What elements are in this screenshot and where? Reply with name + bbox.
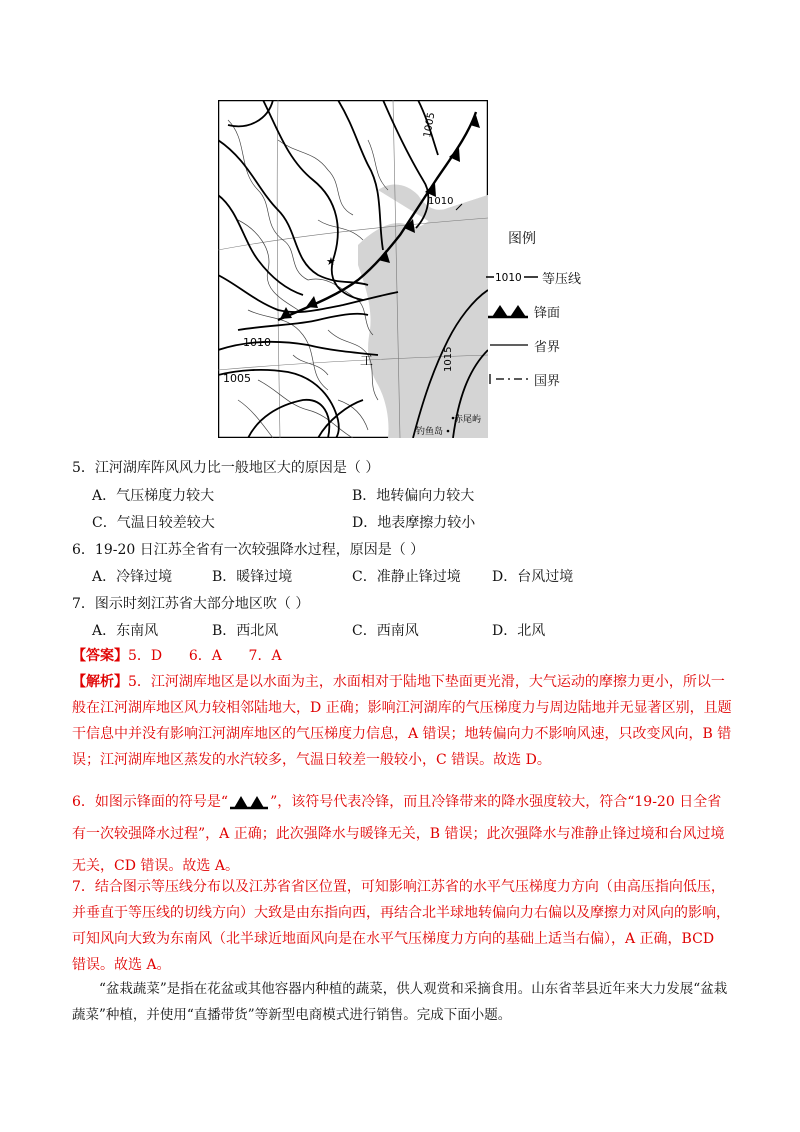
q7-option-a: A．东南风: [92, 623, 159, 639]
analysis-q5-text: 5．江河湖库地区是以水面为主，水面相对于陆地下垫面更光滑，大气运动的摩擦力更小，所以一般在江河湖库地区风力较相邻陆地大，D 正确；影响江河湖库的气压梯度力与周边陆地并无显著区别，且题干信息中并没有影响江河湖库地区的气压梯度力信息，A 错误；地转偏向力不影响风速，只改变风向，B 错误；江河湖库地区蒸发的水汽较多，气温日较差一般较小，C 错误。故选 D。: [72, 674, 732, 768]
isobar-1010-left-label: 1010: [243, 336, 271, 349]
next-section-intro: “盆栽蔬菜”是指在花盆或其他容器内种植的蔬菜，供人观赏和采摘食用。山东省莘县近年来大力发展“盆栽蔬菜”种植，并使用“直播带货”等新型电商模式进行销售。完成下面小题。: [72, 981, 728, 1023]
legend-title: 图例: [508, 231, 536, 247]
map-legend: [486, 228, 626, 398]
question-7-stem: 7．图示时刻江苏省大部分地区吹（ ）: [72, 596, 310, 612]
isobar-symbol-icon: [486, 270, 538, 284]
legend-province: [486, 336, 560, 354]
q6-option-d: D．台风过境: [492, 569, 574, 585]
weather-map-svg: [218, 100, 488, 438]
isobar-1005-left-label: 1005: [223, 372, 251, 385]
q5-option-a: A．气压梯度力较大: [92, 488, 215, 504]
q6-option-b: B．暖锋过境: [212, 569, 293, 585]
q7-option-c: C．西南风: [352, 623, 419, 639]
answer-tag: 【答案】: [72, 648, 128, 664]
legend-isobar: [486, 268, 581, 286]
q5-option-b: B．地转偏向力较大: [352, 488, 475, 504]
isobar-1005-top-label: 1005: [422, 111, 438, 139]
diaoyu-label: 钓鱼岛: [416, 427, 444, 437]
question-6-stem: 6．19-20 日江苏全省有一次较强降水过程，原因是（ ）: [72, 542, 425, 558]
analysis-q6-text-a: 6．如图示锋面的符号是“: [72, 794, 229, 810]
cold-front-inline-icon: [228, 794, 270, 810]
province-border-symbol-icon: [486, 338, 530, 352]
isobar-1010-top-label: 1010: [428, 196, 454, 207]
isobar-1015-label: 1015: [443, 346, 454, 372]
analysis-q6: [72, 786, 732, 882]
answer-text: 5．D 6．A 7．A: [128, 648, 282, 664]
national-border-symbol-icon: [486, 372, 530, 386]
legend-national: [486, 370, 560, 388]
analysis-q7: 7．结合图示等压线分布以及江苏省省区位置，可知影响江苏省的水平气压梯度力方向（由高压指向低压，并垂直于等压线的切线方向）大致是由东指向西，再结合北半球地转偏向力右偏以及摩擦力对风向的影响，可知风向大致为东南风（北半球近地面风向是在水平气压梯度力方向的基础上适当右偏），A 正确，BCD 错误。故选 A。: [72, 879, 730, 973]
legend-national-label: 国界: [534, 373, 561, 389]
legend-isobar-label: 等压线: [542, 271, 582, 287]
q5-option-c: C．气温日较差较大: [92, 515, 215, 531]
cold-front-symbol-icon: [486, 303, 530, 319]
question-5-stem: 5．江河湖库阵风风力比一般地区大的原因是（ ）: [72, 460, 380, 476]
svg-text:1010: 1010: [495, 272, 522, 284]
q7-option-b: B．西北风: [212, 623, 279, 639]
legend-province-label: 省界: [534, 339, 561, 355]
analysis-q6-text-b: ”，该符号代表冷锋，而且冷锋带来的降水强度较大，符合“19-20 日全省有一次较强降水过程”，A 正确；此次强降水与暖锋无关，B 错误；此次强降水与准静止锋过境和台风过境无关，CD 错误。故选 A。: [72, 794, 725, 874]
q7-option-d: D．北风: [492, 623, 546, 639]
answer-line: [72, 643, 732, 669]
analysis-q5: [72, 669, 732, 773]
analysis-tag: 【解析】: [72, 674, 128, 690]
weather-map: [218, 100, 488, 438]
q5-option-d: D．地表摩擦力较小: [352, 515, 476, 531]
q6-option-a: A．冷锋过境: [92, 569, 173, 585]
legend-front: [486, 302, 560, 320]
legend-front-label: 锋面: [534, 305, 561, 321]
jiangsu-marker: 工: [360, 354, 374, 369]
chiwei-label: 赤尾屿: [454, 415, 482, 425]
capital-star: ★: [326, 255, 336, 268]
q6-option-c: C．准静止锋过境: [352, 569, 461, 585]
